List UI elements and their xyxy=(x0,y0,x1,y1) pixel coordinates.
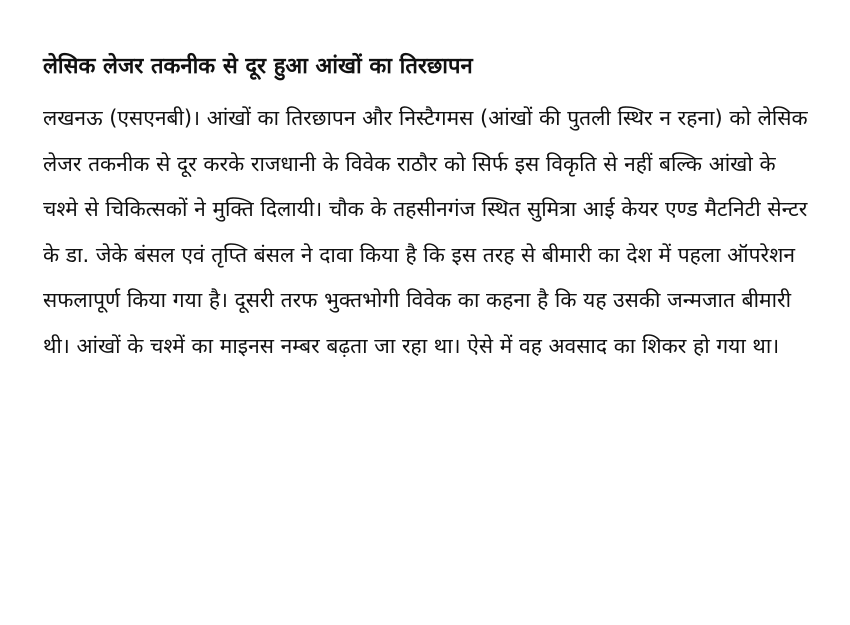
article-body: लखनऊ (एसएनबी)। आंखों का तिरछापन और निस्टैगमस (आंखों की पुतली स्थिर न रहना) को लेसिक लेजर तकनीक से दूर करके राजधानी के विवेक राठौर को सिर्फ इस विकृति से नहीं बल्कि आंखो के चश्मे से चिकित्सकों ने मुक्ति दिलायी। चौक के तहसीनगंज स्थित सुमित्रा आई केयर एण्ड मैटनिटी सेन्टर के डा. जेके बंसल एवं तृप्ति बंसल ने दावा किया है कि इस तरह से बीमारी का देश में पहला ऑपरेशन सफलापूर्ण किया गया है। दूसरी तरफ भुक्तभोगी विवेक का कहना है कि यह उसकी जन्मजात बीमारी थी। आंखों के चश्में का माइनस नम्बर बढ़ता जा रहा था। ऐसे में वह अवसाद का शिकर हो गया था। xyxy=(43,106,808,358)
article-headline: लेसिक लेजर तकनीक से दूर हुआ आंखों का तिरछापन xyxy=(43,54,473,79)
